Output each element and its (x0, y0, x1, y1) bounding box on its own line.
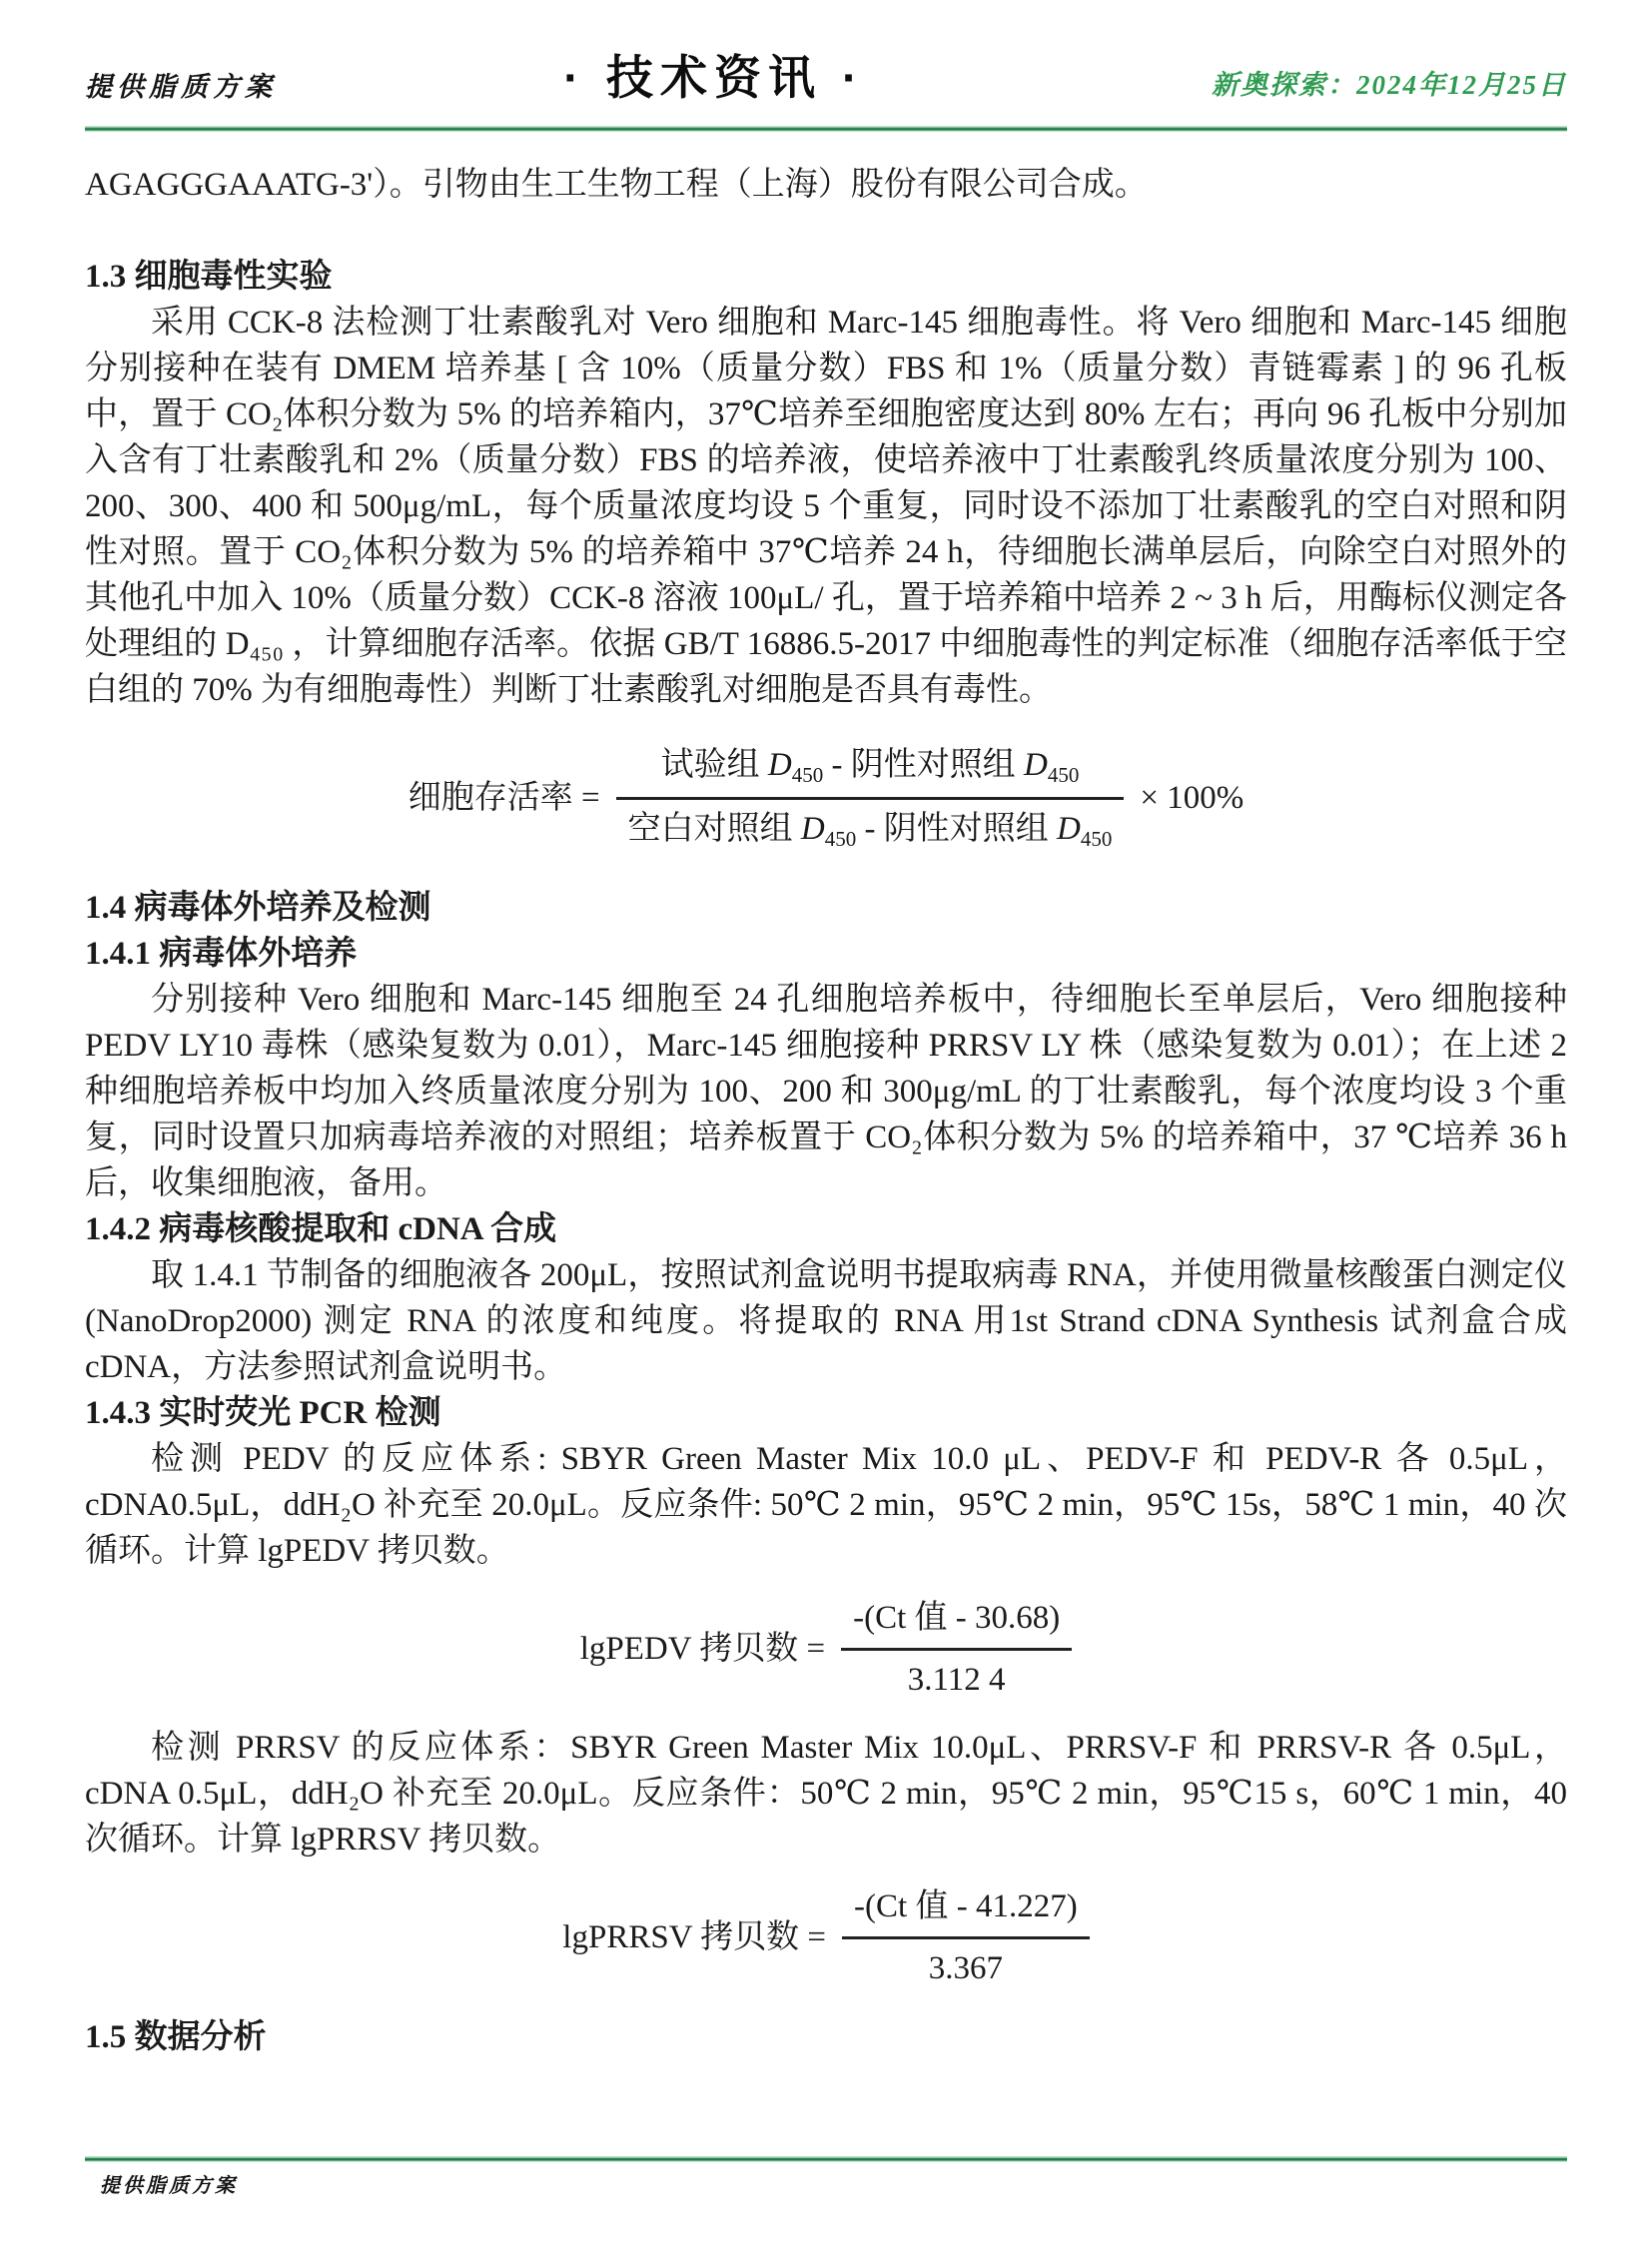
subscript-450: 450 (1047, 763, 1080, 787)
formula-lhs: lgPRRSV 拷贝数 = (562, 1919, 827, 1956)
footer-rule (85, 2156, 1567, 2162)
variable-D: D (800, 811, 825, 848)
header-slogan: 提供脂质方案 (85, 72, 277, 102)
fraction (616, 743, 1125, 855)
document-body (85, 162, 1567, 2060)
formula-lhs: lgPEDV 拷贝数 = (579, 1630, 826, 1667)
formula-cell-viability (85, 743, 1567, 855)
header-journal-title: · 技术资讯 · (563, 51, 865, 104)
heading-1-4-2: 1.4.2 病毒核酸提取和 cDNA 合成 (85, 1210, 557, 1247)
paragraph-cytotoxicity: 采用 CCK-8 法检测丁壮素酸乳对 Vero 细胞和 Marc-145 细胞毒性。将 Vero 细胞和 Marc-145 细胞分别接种在装有 DMEM 培养基 [ 含 10%（质量分数）FBS 和 1%（质量分数）青链霉素 ] 的 96 孔板中，置于 CO₂体积分数为 5% 的培养箱内，37℃培养至细胞密度达到 80% 左右；再向 96 孔板中分别加入含有丁壮素酸乳和 2%（质量分数）FBS 的培养液，使培养液中丁壮素酸乳终质量浓度分别为 100、200、300、400 和 500μg/mL，每个质量浓度均设 5 个重复，同时设不添加丁壮素酸乳的空白对照和阴性对照。置于 CO₂体积分数为 5% 的培养箱中 37℃培养 24 h，待细胞长满单层后，向除空白对照外的其他孔中加入 10%（质量分数）CCK-8 溶液 100μL/ 孔，置于培养箱中培养 2 ~ 3 h 后，用酶标仪测定各处理组的 D₄₅₀ ，计算细胞存活率。依据 GB/T 16886.5-2017 中细胞毒性的判定标准（细胞存活率低于空白组的 70% 为有细胞毒性）判断丁壮素酸乳对细胞是否具有毒性。 (85, 305, 1567, 708)
formula-rhs: × 100% (1140, 780, 1244, 817)
paragraph-prrsv-pcr: 检测 PRRSV 的反应体系：SBYR Green Master Mix 10.0μL、PRRSV-F 和 PRRSV-R 各 0.5μL，cDNA 0.5μL，ddH₂O 补充至 20.0μL。反应条件：50℃ 2 min，95℃ 2 min，95℃15 s，60℃ 1 min，40 次循环。计算 lgPRRSV 拷贝数。 (85, 1730, 1567, 1858)
heading-1-5: 1.5 数据分析 (85, 2018, 267, 2055)
fraction (841, 1596, 1072, 1704)
fraction-denominator: 3.367 (842, 1936, 1090, 1991)
paragraph-rna-extraction: 取 1.4.1 节制备的细胞液各 200μL，按照试剂盒说明书提取病毒 RNA，并使用微量核酸蛋白测定仪 (NanoDrop2000) 测定 RNA 的浓度和纯度。将提取的 RNA 用1st Strand cDNA Synthesis 试剂盒合成 cDNA，方法参照试剂盒说明书。 (85, 1256, 1567, 1385)
fraction-denominator: 3.112 4 (841, 1648, 1072, 1703)
footer-slogan: 提供脂质方案 (100, 2175, 238, 2197)
header-rule (85, 126, 1567, 132)
header-issue-date: 新奥探索：2024年12月25日 (1211, 70, 1567, 100)
fraction-numerator: 试验组 $D_{450}$ - 阴性对照组 $D_{450}$ (660, 747, 1080, 787)
formula-lhs: 细胞存活率 = (408, 780, 600, 817)
paragraph-primer-synthesis: AGAGGGAAATG-3'）。引物由生工生物工程（上海）股份有限公司合成。 (85, 167, 1148, 203)
paragraph-virus-culture: 分别接种 Vero 细胞和 Marc-145 细胞至 24 孔细胞培养板中，待细胞长至单层后，Vero 细胞接种 PEDV LY10 毒株（感染复数为 0.01），Marc-145 细胞接种 PRRSV LY 株（感染复数为 0.01）；在上述 2 种细胞培养板中均加入终质量浓度分别为 100、200 和 300μg/mL 的丁壮素酸乳，每个浓度均设 3 个重复，同时设置只加病毒培养液的对照组；培养板置于 CO₂体积分数为 5% 的培养箱中，37 ℃培养 36 h 后，收集细胞液，备用。 (85, 981, 1567, 1201)
variable-D: D (767, 747, 792, 783)
heading-1-3: 1.3 细胞毒性实验 (85, 259, 333, 295)
paragraph-pedv-pcr: 检测 PEDV 的反应体系: SBYR Green Master Mix 10.0 μL、PEDV-F 和 PEDV-R 各 0.5μL，cDNA0.5μL，ddH₂O 补充至 20.0μL。反应条件: 50℃ 2 min，95℃ 2 min，95℃ 15s，58℃ 1 min，40 次循环。计算 lgPEDV 拷贝数。 (85, 1440, 1567, 1569)
heading-1-4-3: 1.4.3 实时荧光 PCR 检测 (85, 1394, 441, 1431)
page-header (85, 52, 1567, 108)
formula-lgpedv-copies (85, 1596, 1567, 1704)
heading-1-4-1: 1.4.1 病毒体外培养 (85, 935, 358, 972)
fraction-denominator: 空白对照组 $D_{450}$ - 阴性对照组 $D_{450}$ (616, 797, 1125, 854)
subscript-450: 450 (824, 827, 857, 852)
fraction-numerator: -(Ct 值 - 30.68) (853, 1599, 1061, 1636)
heading-1-4: 1.4 病毒体外培养及检测 (85, 889, 431, 926)
formula-lgprrsv-copies (85, 1884, 1567, 1992)
fraction-numerator: -(Ct 值 - 41.227) (854, 1888, 1078, 1924)
fraction (842, 1884, 1090, 1992)
variable-D: D (1024, 747, 1048, 783)
variable-D: D (1057, 811, 1081, 848)
subscript-450: 450 (1080, 827, 1113, 852)
subscript-450: 450 (791, 763, 824, 787)
